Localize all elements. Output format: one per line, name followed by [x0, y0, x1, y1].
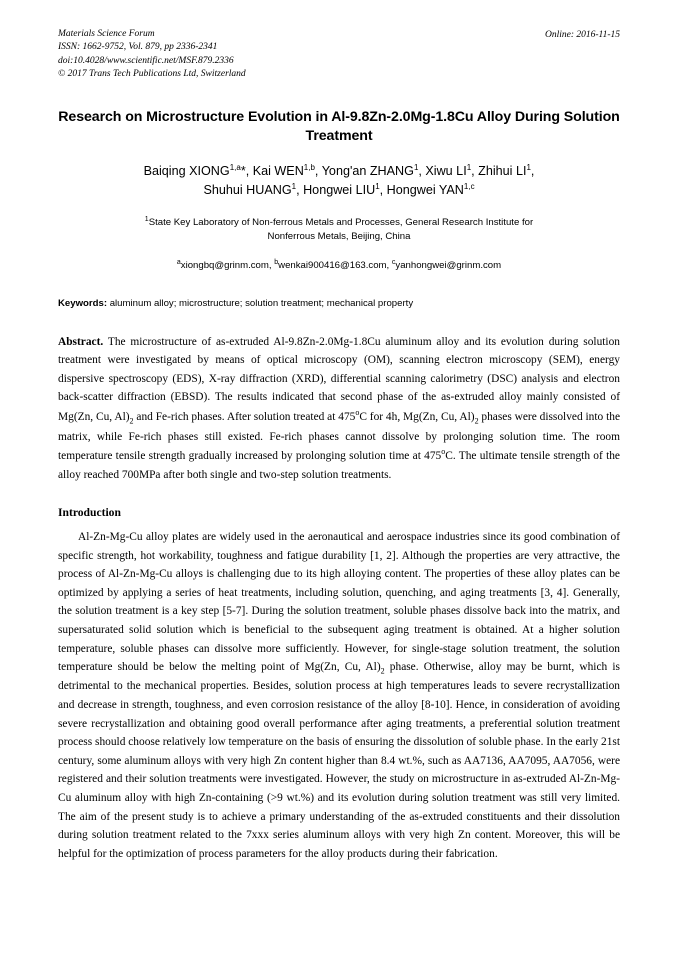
- abstract-block: [58, 333, 620, 484]
- author-emails: $^a$xiongbq@grinm.com, $^b$wenkai900416@163.com, $^c$yanhongwei@grinm.com: [176, 258, 502, 271]
- affiliation-line-1: $^1$State Key Laboratory of Non-ferrous Metals and Processes, General Research Institute for: [144, 215, 534, 228]
- header-left-block: [58, 28, 246, 82]
- online-date: Online: 2016-11-15: [544, 30, 620, 40]
- abstract-label: Abstract.: [58, 336, 104, 349]
- doi-line: doi:10.4028/www.scientific.net/MSF.879.2336: [58, 55, 234, 66]
- page-title: Research on Microstructure Evolution in Al-9.8Zn-2.0Mg-1.8Cu Alloy During Solution Treatment: [58, 108, 620, 144]
- author-line-1: Baiqing XIONG$^{1,a}$*, Kai WEN$^{1,b}$, Yong'an ZHANG$^1$, Xiwu $LI^1$, Zhihui $LI^1$,: [143, 163, 535, 179]
- introduction-paragraph: Al-Zn-Mg-Cu alloy plates are widely used in the aeronautical and aerospace industries since its good combination of specific strength, hot workability, toughness and fatigue durability [1, 2]. Although the properties are very attractive, the process of Al-Zn-Mg-Cu alloys is challenging due to its high alloying content. The properties of these alloy plates can be optimized by applying a series of heat treatments, including solution, quenching, and aging treatments [3, 4]. Generally, the solution treatment is a key step [5-7]. During the solution treatment, soluble phases dissolve back into the matrix, and supersaturated solid solution which is beneficial to the subsequent aging treatment is obtained. At a higher solution temperature, soluble phases can dissolve more sufficiently. However, for single-stage solution treatment, the solution temperature should be below the melting point of Mg(Zn, Cu, $Al)_2$ phase. Otherwise, alloy may be burnt, which is detrimental to the mechanical properties. Besides, solution process at high temperatures leads to severe recrystallization and decrease in strength, toughness, and even corrosion resistance of the alloy [8-10]. Hence, in consideration of avoiding severe recrystallization and obtaining good overall performance after aging treatments, a preferential solution treatment process should choose relatively low temperature on the basis of ensuring the dissolution of soluble phase. In the early 21st century, some aluminum alloys with very high Zn content higher than 8.4 wt.%, such as AA7136, AA7095, AA7056, were registered and their solution treatments were investigated. However, the study on microstructure in as-extruded Al-Zn-Mg-Cu aluminum alloy with high Zn-containing (>9 wt.%) and its evolution during solution treatment was still very limited. The aim of the present study is to achieve a primary understanding of the as-extruded constituents and their dissolution during solution treatment related to the 7xxx series aluminum alloys with very high Zn content. Moreover, this will be helpful for the optimization of process parameters for the alloy products during their fabrication.: [58, 531, 620, 860]
- journal-name: Materials Science Forum: [58, 29, 155, 39]
- abstract-text: The microstructure of as-extruded Al-9.8Zn-2.0Mg-1.8Cu aluminum alloy and its evolution during solution treatment were investigated by means of optical microscopy (OM), scanning electron microscopy (SEM), energy dispersive spectroscopy (EDS), X-ray diffraction (XRD), differential scanning calorimetry (DSC) analysis and electron back-scatter diffraction (EBSD). The results indicated that second phase of the as-extruded alloy mainly consisted of Mg(Zn, Cu, $Al)_2$ and Fe-rich phases. After solution treated at 475$^o$C for 4h, Mg(Zn, Cu, $Al)_2$ phases were dissolved into the matrix, while Fe-rich phases still existed. Fe-rich phases cannot dissolve by prolonging solution time. The room temperature tensile strength gradually increased by prolonging solution time at 475$^o$C. The ultimate tensile strength of the alloy reached 700MPa after both single and two-step solution treatments.: [58, 336, 621, 481]
- author-list: [58, 162, 620, 200]
- section-heading-introduction: Introduction: [58, 506, 121, 520]
- issn-line: ISSN: 1662-9752, Vol. 879, pp 2336-2341: [58, 42, 218, 53]
- affiliation-line-2: Nonferrous Metals, Beijing, China: [267, 231, 411, 243]
- author-line-2: Shuhui HUANG$^1$, Hongwei LIU$^1$, Hongwei YAN$^{1,c}$: [203, 182, 475, 198]
- keywords-value: aluminum alloy; microstructure; solution treatment; mechanical property: [109, 298, 414, 310]
- affiliation: [58, 215, 620, 245]
- page-header: [58, 28, 620, 82]
- keywords-label: Keywords:: [58, 298, 108, 310]
- copyright-line: © 2017 Trans Tech Publications Ltd, Switzerland: [58, 69, 246, 80]
- keywords-line: [58, 297, 620, 311]
